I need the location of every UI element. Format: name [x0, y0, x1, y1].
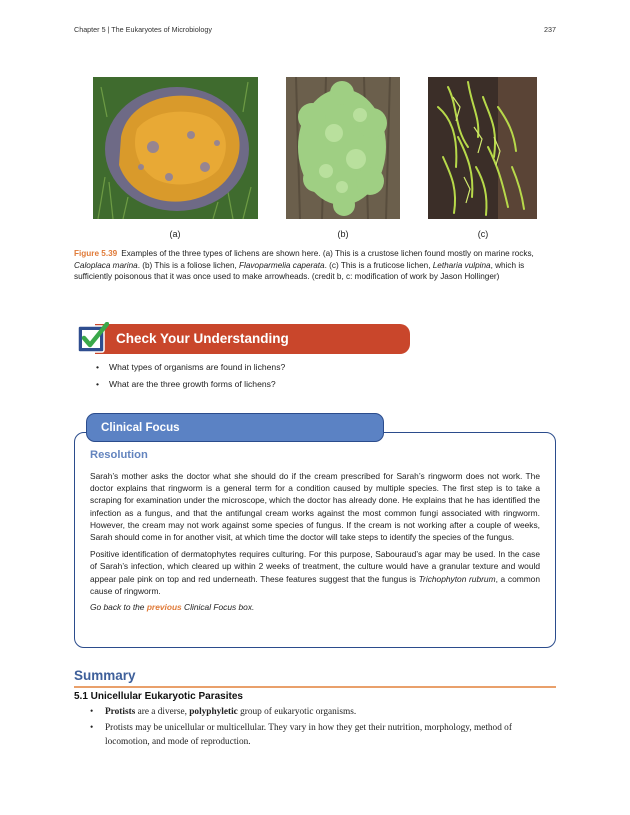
summary-section-heading: 5.1 Unicellular Eukaryotic Parasites: [74, 691, 243, 702]
caption-text: . (b) This is a foliose lichen,: [137, 260, 240, 270]
summary-list: [90, 706, 556, 752]
species-name: Caloplaca marina: [74, 260, 138, 270]
go-back-text: Go back to the: [90, 602, 147, 613]
list-item: • What types of organisms are found in lichens?: [96, 360, 285, 377]
paragraph-text: Positive identification of dermatophytes requires culturing. For this purpose, Sabouraud’s agar may be used. In the case of Sarah’s infection, which cleared up within 2 weeks of treatment, the culture would have a granular texture and would appear pale pink on top and red underneath. These features suggest that the fungus is: [90, 549, 540, 584]
go-back-note: [90, 602, 540, 612]
summary-title: Summary: [74, 668, 136, 683]
previous-link[interactable]: previous: [146, 602, 182, 613]
clinical-focus-body: [90, 449, 540, 612]
paragraph-text: , a common cause of ringworm.: [90, 573, 540, 596]
go-back-text: Clinical Focus box.: [181, 602, 255, 613]
caption-text: , which is sufficiently poisonous that it was once used to make arrowheads. (credit b, c: modification of work by Jason Hollinger): [74, 260, 525, 282]
page-header: [74, 25, 556, 37]
lichen-photo-fruticose: [428, 77, 537, 219]
clinical-focus-title: Clinical Focus: [101, 421, 180, 434]
figure-caption: [74, 248, 556, 283]
photo-label-b: (b): [337, 229, 349, 239]
checkbox-check-icon: [77, 322, 109, 355]
page-number: 237: [544, 25, 556, 34]
item-text: are a diverse,: [135, 707, 190, 717]
chapter-title: Chapter 5 | The Eukaryotes of Microbiology: [74, 25, 212, 34]
species-name: Flavoparmelia caperata: [239, 260, 325, 270]
check-understanding-banner: [95, 324, 410, 354]
clinical-paragraph: [90, 548, 540, 597]
item-text: group of eukaryotic organisms.: [237, 707, 357, 717]
photo-label-c: (c): [477, 229, 489, 239]
resolution-heading: Resolution: [90, 449, 148, 461]
lichen-photo-crustose: [93, 77, 258, 219]
summary-divider: [74, 686, 556, 688]
clinical-paragraph: Sarah’s mother asks the doctor what she should do if the cream prescribed for Sarah’s ringworm does not work. The doctor explains that ringworm is a general term for a condition caused by multiple species. The first step is to take a scraping for examination under the microscope, which the doctor has already done. He explains that he has identified the infection as a fungus, and that the antifungal cream works against the most common fungi associated with ringworm. However, the cream may not work against some species of fungus. If the cream is not working after a couple of weeks, Sarah should come in for another visit, at which time the doctor will take steps to identify the species of the fungus.: [90, 471, 540, 543]
check-understanding-title: Check Your Understanding: [116, 331, 289, 346]
list-item: • What are the three growth forms of lichens?: [96, 377, 285, 394]
caption-text: Examples of the three types of lichens are shown here. (a) This is a crustose lichen found mostly on marine rocks,: [121, 249, 534, 258]
figure-number: Figure 5.39: [74, 249, 118, 258]
species-name: Trichophyton rubrum: [418, 573, 496, 584]
photo-label-a: (a): [169, 229, 181, 239]
key-term: Protists: [105, 707, 136, 717]
check-understanding-list: [96, 360, 285, 394]
list-item: • Protists may be unicellular or multicellular. They vary in how they get their nutrition, morphology, method of locomotion, and mode of reproduction.: [90, 722, 556, 749]
key-term: polyphyletic: [189, 707, 238, 717]
caption-text: . (c) This is a fruticose lichen,: [324, 260, 433, 270]
lichen-photo-foliose: [286, 77, 400, 219]
species-name: Letharia vulpina: [432, 260, 491, 270]
clinical-focus-tab: [86, 413, 384, 442]
list-item: [90, 706, 556, 719]
